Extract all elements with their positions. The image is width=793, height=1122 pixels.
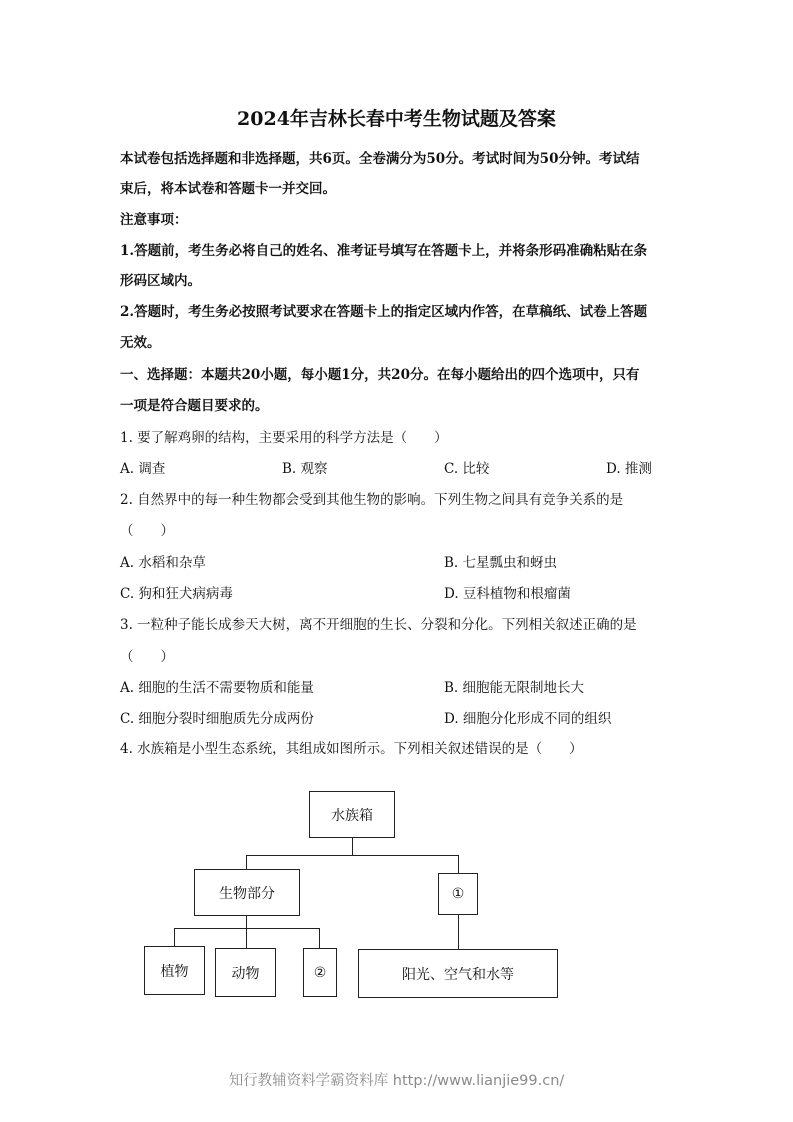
- diagram-biotic-label: 生物部分: [219, 885, 275, 902]
- page-title: 2024年吉林长春中考生物试题及答案: [237, 108, 556, 130]
- connector-line: [458, 855, 459, 873]
- question-1-option-a: A. 调查: [120, 461, 166, 477]
- question-3-option-a: A. 细胞的生活不需要物质和能量: [120, 680, 314, 696]
- diagram-circle-2-label: ②: [313, 964, 327, 981]
- diagram-box-plant: [144, 946, 205, 995]
- connector-line: [174, 928, 320, 929]
- connector-line: [458, 914, 459, 949]
- connector-line: [352, 837, 353, 855]
- section-1-line-2: 一项是符合题目要求的。: [120, 398, 269, 414]
- question-2-stem: 2. 自然界中的每一种生物都会受到其他生物的影响。下列生物之间具有竞争关系的是: [120, 492, 624, 508]
- question-3-stem-bracket: （ ）: [120, 649, 174, 665]
- connector-line: [246, 914, 247, 928]
- diagram-box-circle-1: [438, 873, 478, 915]
- note-1-line-1: 1.答题前，考生务必将自己的姓名、准考证号填写在答题卡上，并将条形码准确粘贴在条: [120, 243, 648, 259]
- notes-heading: 注意事项：: [120, 212, 188, 228]
- note-2-line-1: 2.答题时，考生务必按照考试要求在答题卡上的指定区域内作答，在草稿纸、试卷上答题: [120, 304, 648, 320]
- connector-line: [246, 855, 247, 869]
- connector-line: [246, 855, 459, 856]
- diagram-box-circle-2: [303, 948, 337, 997]
- diagram-box-root: [309, 791, 395, 838]
- question-1-option-c: C. 比较: [444, 461, 490, 477]
- intro-line-2: 束后，将本试卷和答题卡一并交回。: [120, 181, 336, 197]
- diagram-plant-label: 植物: [160, 963, 189, 980]
- connector-line: [319, 928, 320, 948]
- connector-line: [246, 928, 247, 948]
- diagram-box-abiotic: [358, 949, 558, 998]
- question-3-option-c: C. 细胞分裂时细胞质先分成两份: [120, 711, 314, 727]
- diagram-box-animal: [215, 948, 276, 997]
- question-2-option-a: A. 水稻和杂草: [120, 555, 206, 571]
- question-2-option-b: B. 七星瓢虫和蚜虫: [444, 555, 558, 571]
- diagram-animal-label: 动物: [231, 965, 260, 982]
- intro-line-1: 本试卷包括选择题和非选择题，共6页。全卷满分为50分。考试时间为50分钟。考试结: [120, 151, 640, 167]
- question-3-option-b: B. 细胞能无限制地长大: [444, 680, 585, 696]
- question-1-option-d: D. 推测: [606, 461, 652, 477]
- question-2-option-c: C. 狗和狂犬病病毒: [120, 586, 233, 602]
- question-3-option-d: D. 细胞分化形成不同的组织: [444, 711, 612, 727]
- question-4-stem: 4. 水族箱是小型生态系统，其组成如图所示。下列相关叙述错误的是（ ）: [120, 741, 583, 757]
- note-2-line-2: 无效。: [120, 335, 161, 351]
- question-1-option-b: B. 观察: [282, 461, 328, 477]
- diagram-abiotic-label: 阳光、空气和水等: [402, 966, 514, 983]
- question-2-stem-bracket: （ ）: [120, 523, 174, 539]
- question-3-stem: 3. 一粒种子能长成参天大树，离不开细胞的生长、分裂和分化。下列相关叙述正确的是: [120, 617, 637, 633]
- diagram-box-biotic: [194, 869, 300, 916]
- diagram-circle-1-label: ①: [451, 886, 465, 902]
- section-1-line-1: 一、选择题：本题共20小题，每小题1分，共20分。在每小题给出的四个选项中，只有: [120, 367, 640, 383]
- connector-line: [174, 928, 175, 946]
- note-1-line-2: 形码区域内。: [120, 273, 201, 289]
- question-2-option-d: D. 豆科植物和根瘤菌: [444, 586, 571, 602]
- diagram-root-label: 水族箱: [331, 807, 373, 824]
- question-1-stem: 1. 要了解鸡卵的结构，主要采用的科学方法是（ ）: [120, 430, 448, 446]
- footer-watermark: 知行教辅资料学霸资料库 http://www.lianjie99.cn/: [228, 1073, 565, 1089]
